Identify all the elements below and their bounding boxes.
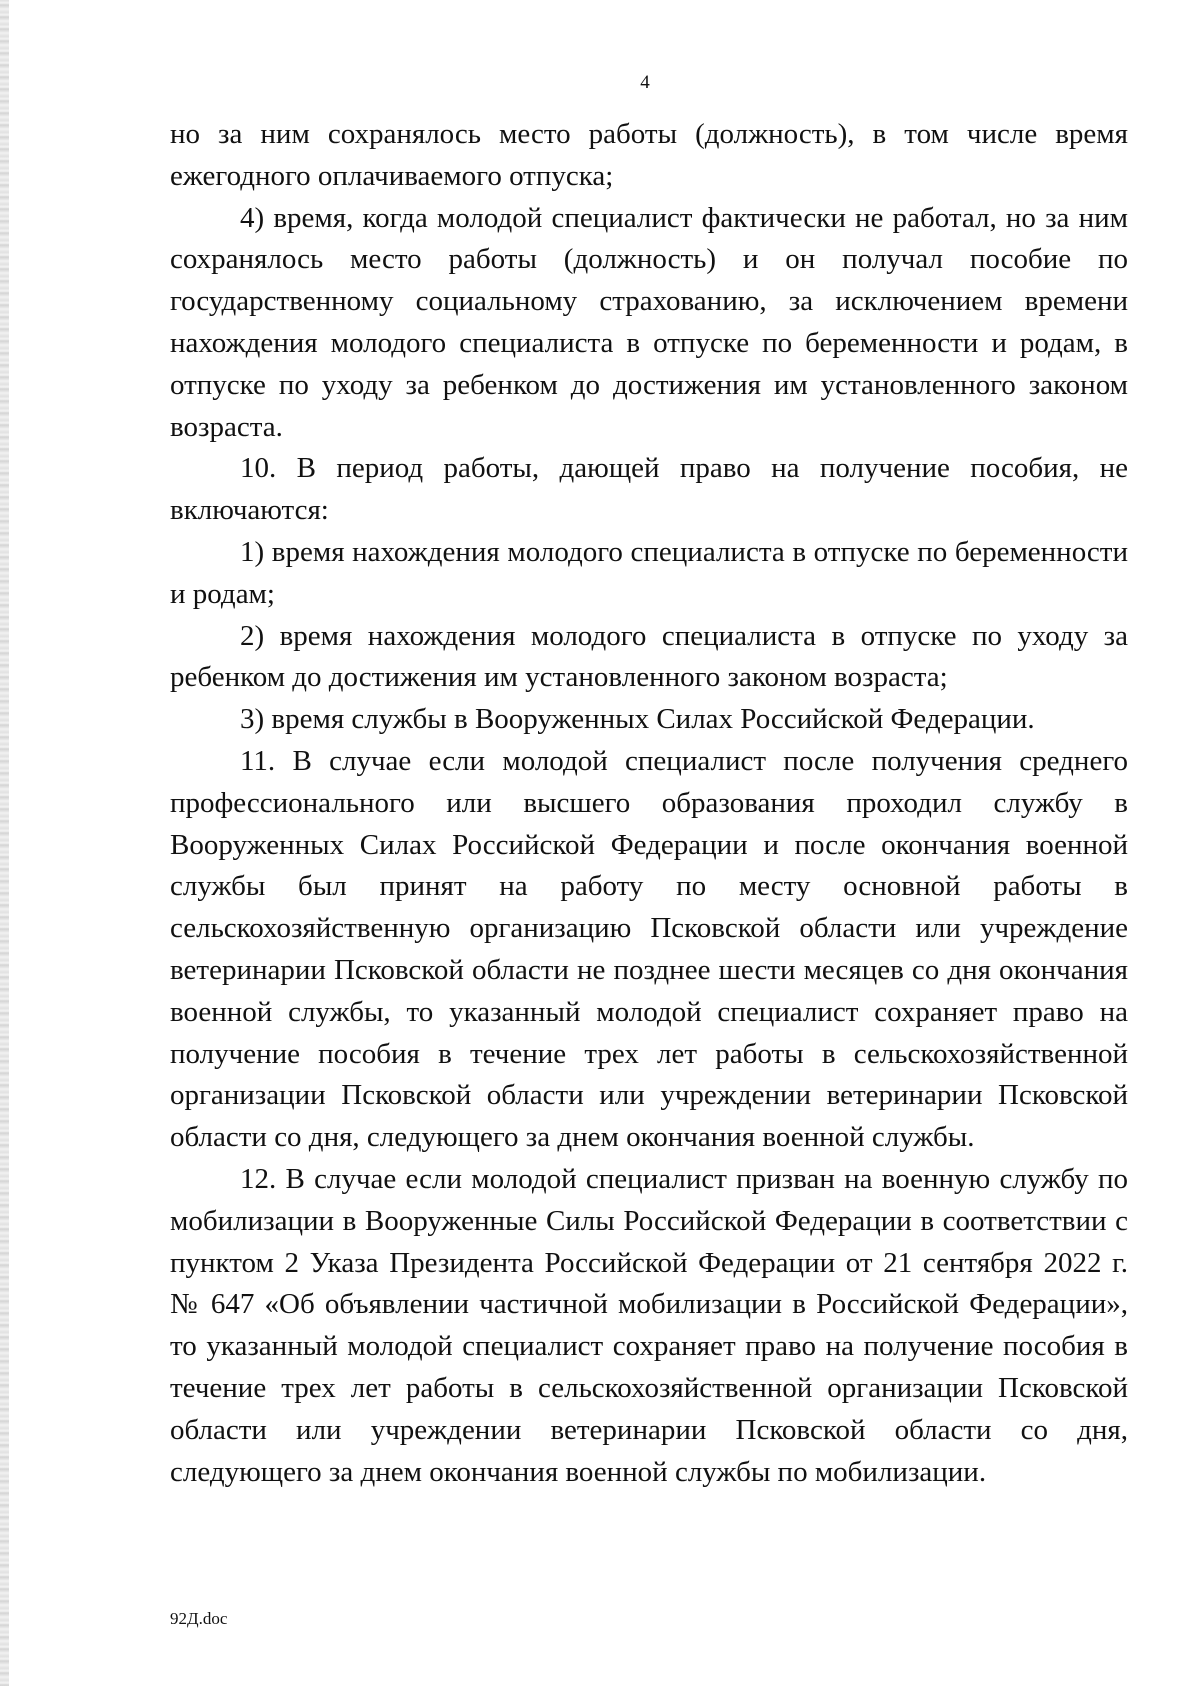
paragraph-clause-12: 12. В случае если молодой специалист призван на военную службу по мобилизации в Вооруженные Силы Российской Федерации в соответствии с пунктом 2 Указа Президента Российской Федерации от 21 сентября 2022 г. № 647 «Об объявлении частичной мобилизации в Российской Федерации», то указанный молодой специалист сохраняет право на получение пособия в течение трех лет работы в сельскохозяйственной организации Псковской области или учреждении ветеринарии Псковской области со дня, следующего за днем окончания военной службы по мобилизации. <box>170 1162 1128 1488</box>
paragraph-clause-10-item-1: 1) время нахождения молодого специалиста в отпуске по беременности и родам; <box>170 535 1128 610</box>
paragraph-clause-10-item-3: 3) время службы в Вооруженных Силах Российской Федерации. <box>240 703 1035 736</box>
paragraph-clause-10-item-2: 2) время нахождения молодого специалиста в отпуске по уходу за ребенком до достижения им установленного законом возраста; <box>170 619 1128 694</box>
paragraph-clause-10: 10. В период работы, дающей право на получение пособия, не включаются: <box>170 452 1128 527</box>
document-body <box>170 114 1128 1493</box>
paragraph-continuation: но за ним сохранялось место работы (должность), в том числе время ежегодного оплачиваемого отпуска; <box>170 118 1128 192</box>
footer-filename: 92Д.doc <box>170 1609 228 1628</box>
scan-edge-artifact <box>0 0 9 1686</box>
paragraph-item-4: 4) время, когда молодой специалист фактически не работал, но за ним сохранялось место работы (должность) и он получал пособие по государственному социальному страхованию, за исключением времени нахождения молодого специалиста в отпуске по беременности и родам, в отпуске по уходу за ребенком до достижения им установленного законом возраста. <box>170 201 1128 443</box>
page-number: 4 <box>640 72 650 93</box>
paragraph-clause-11: 11. В случае если молодой специалист после получения среднего профессионального или высшего образования проходил службу в Вооруженных Силах Российской Федерации и после окончания военной службы был принят на работу по месту основной работы в сельскохозяйственную организацию Псковской области или учреждение ветеринарии Псковской области не позднее шести месяцев со дня окончания военной службы, то указанный молодой специалист сохраняет право на получение пособия в течение трех лет работы в сельскохозяйственной организации Псковской области или учреждении ветеринарии Псковской области со дня, следующего за днем окончания военной службы. <box>170 744 1128 1154</box>
